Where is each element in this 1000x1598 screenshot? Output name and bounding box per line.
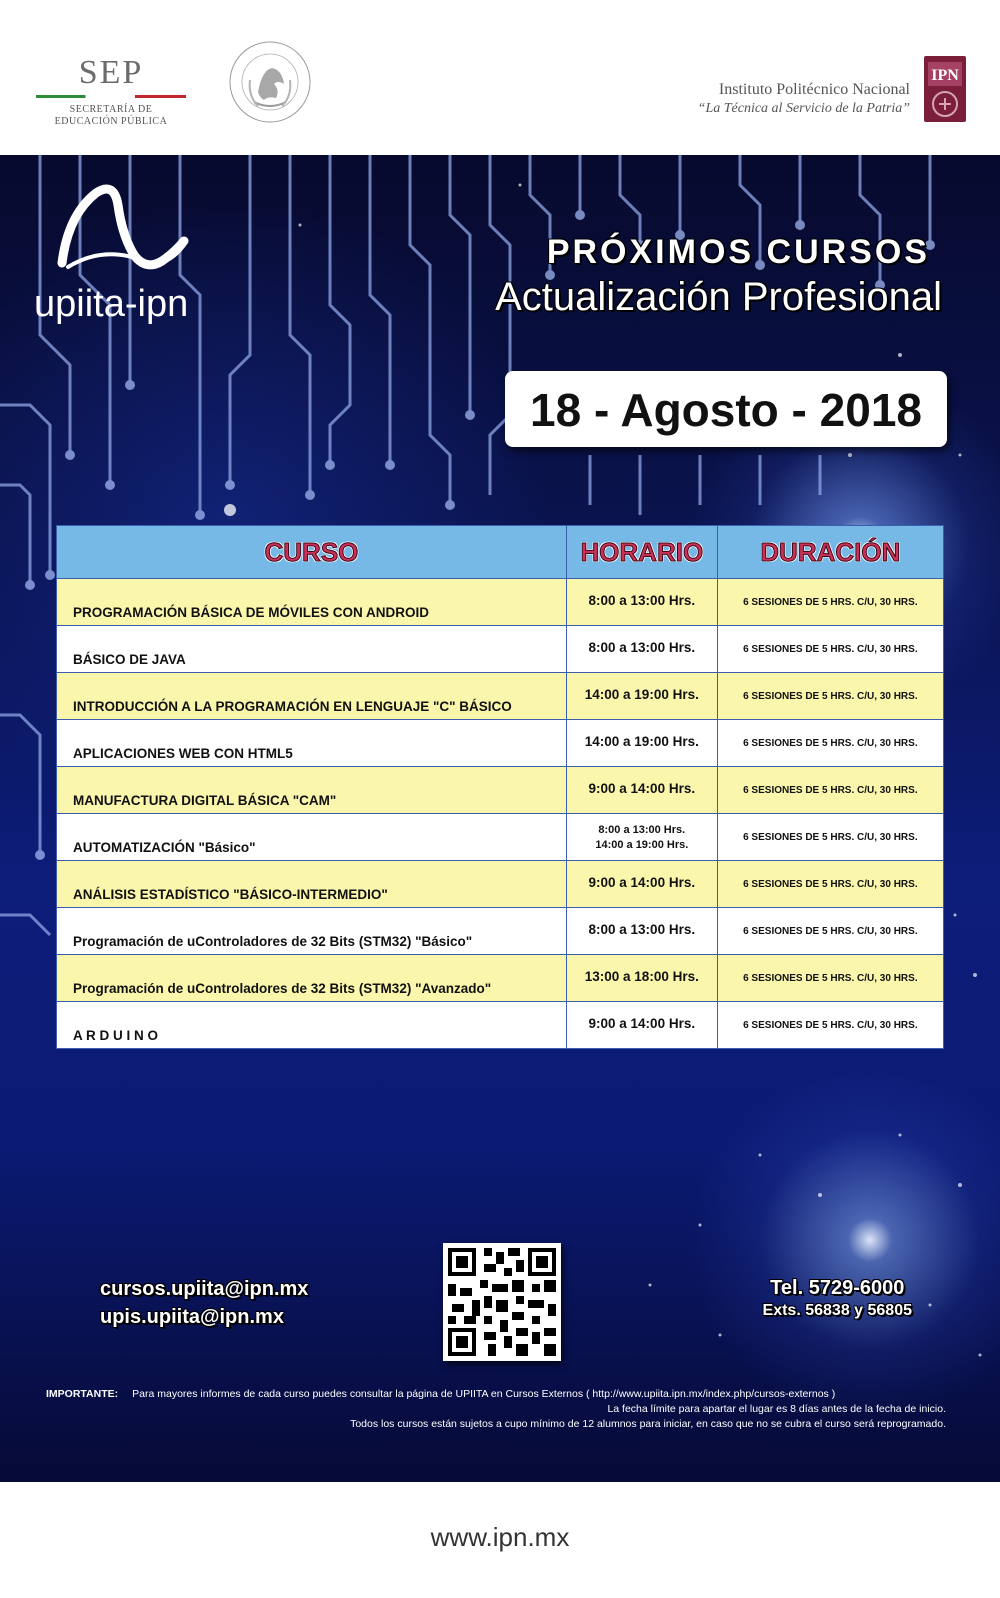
course-name: PROGRAMACIÓN BÁSICA DE MÓVILES CON ANDROID [57,579,567,626]
table-row [57,814,944,861]
sep-line2: EDUCACIÓN PÚBLICA [54,116,168,127]
course-name: Programación de uControladores de 32 Bits (STM32) "Avanzado" [57,955,567,1002]
email-cursos-link[interactable]: cursos.upiita@ipn.mx [100,1278,309,1300]
course-duration: 6 SESIONES DE 5 HRS. C/U, 30 HRS. [717,767,943,814]
important-label: IMPORTANTE: [46,1388,119,1400]
course-schedule: 9:00 a 14:00 Hrs. [566,861,717,908]
course-poster [0,155,1000,1482]
course-name: MANUFACTURA DIGITAL BÁSICA "CAM" [57,767,567,814]
table-row [57,767,944,814]
footer-url-link[interactable]: www.ipn.mx [430,1522,570,1552]
ipn-logo-text: IPN [931,67,959,84]
table-row [57,908,944,955]
course-name: BÁSICO DE JAVA [57,626,567,673]
page-header [0,0,1000,155]
upiita-brand-name: upiita-ipn [34,283,189,325]
phone-extensions: Exts. 56838 y 56805 [762,1302,912,1319]
table-row [57,626,944,673]
important-notes [46,1387,946,1432]
course-name: APLICACIONES WEB CON HTML5 [57,720,567,767]
course-name: ANÁLISIS ESTADÍSTICO "BÁSICO-INTERMEDIO" [57,861,567,908]
note-line-3: Todos los cursos están sujetos a cupo mínimo de 12 alumnos para iniciar, en caso que no se cubra el curso será reprogramado. [350,1418,946,1430]
contact-emails [100,1275,308,1331]
sep-logo [36,55,186,128]
qr-code-icon [448,1248,556,1356]
upiita-swoosh-icon [34,175,224,285]
upiita-logo [34,175,224,325]
poster-title: PRÓXIMOS CURSOS [546,233,930,271]
note-line-2: La fecha límite para apartar el lugar es 8 días antes de la fecha de inicio. [607,1403,946,1415]
course-duration: 6 SESIONES DE 5 HRS. C/U, 30 HRS. [717,673,943,720]
qr-code[interactable] [443,1243,561,1361]
table-row [57,955,944,1002]
course-duration: 6 SESIONES DE 5 HRS. C/U, 30 HRS. [717,908,943,955]
table-row [57,673,944,720]
header-course: CURSO [57,526,567,579]
course-date: 18 - Agosto - 2018 [505,371,947,447]
table-row [57,861,944,908]
course-schedule: 14:00 a 19:00 Hrs. [566,720,717,767]
header-duration: DURACIÓN [717,526,943,579]
course-schedule: 13:00 a 18:00 Hrs. [566,955,717,1002]
poster-subtitle: Actualización Profesional [495,275,942,319]
course-name: INTRODUCCIÓN A LA PROGRAMACIÓN EN LENGUAJE "C" BÁSICO [57,673,567,720]
mexico-seal-icon [228,40,312,124]
course-schedule-alt: 14:00 a 19:00 Hrs. [595,839,689,851]
course-name: Programación de uControladores de 32 Bits (STM32) "Básico" [57,908,567,955]
ipn-name: Instituto Politécnico Nacional [718,81,910,98]
course-name: AUTOMATIZACIÓN "Básico" [57,814,567,861]
table-row [57,720,944,767]
course-schedule: 14:00 a 19:00 Hrs. [566,673,717,720]
sep-line1: SECRETARÍA DE [69,104,153,115]
course-duration: 6 SESIONES DE 5 HRS. C/U, 30 HRS. [717,861,943,908]
course-duration: 6 SESIONES DE 5 HRS. C/U, 30 HRS. [717,955,943,1002]
table-row [57,1002,944,1049]
page-footer [0,1482,1000,1598]
sep-acronym: SEP [78,54,144,91]
course-duration: 6 SESIONES DE 5 HRS. C/U, 30 HRS. [717,814,943,861]
course-schedule: 8:00 a 13:00 Hrs. [566,908,717,955]
course-duration: 6 SESIONES DE 5 HRS. C/U, 30 HRS. [717,720,943,767]
courses-table [56,525,944,1049]
phone-number[interactable]: Tel. 5729-6000 [770,1277,905,1299]
header-schedule: HORARIO [566,526,717,579]
contact-phone [763,1275,912,1321]
note-info-text: Para mayores informes de cada curso puedes consultar la página de UPIITA en Cursos Externos ( http://www.upiita.ipn.mx/index.php/cursos-externos ) [132,1388,836,1400]
table-header-row [57,526,944,579]
note-line-1 [46,1387,946,1402]
ipn-logo-icon [920,48,970,126]
course-schedule: 8:00 a 13:00 Hrs. [566,579,717,626]
table-row [57,579,944,626]
course-schedule: 8:00 a 13:00 Hrs. [598,824,686,836]
email-upis-link[interactable]: upis.upiita@ipn.mx [100,1306,284,1328]
course-duration: 6 SESIONES DE 5 HRS. C/U, 30 HRS. [717,579,943,626]
ipn-name-block [698,80,910,118]
course-schedule-multi [566,814,717,861]
ipn-motto: “La Técnica al Servicio de la Patria” [697,101,910,116]
course-schedule: 8:00 a 13:00 Hrs. [566,626,717,673]
course-name: A R D U I N O [57,1002,567,1049]
course-duration: 6 SESIONES DE 5 HRS. C/U, 30 HRS. [717,1002,943,1049]
course-schedule: 9:00 a 14:00 Hrs. [566,767,717,814]
sep-tricolor-bar [36,95,186,98]
course-duration: 6 SESIONES DE 5 HRS. C/U, 30 HRS. [717,626,943,673]
course-schedule: 9:00 a 14:00 Hrs. [566,1002,717,1049]
